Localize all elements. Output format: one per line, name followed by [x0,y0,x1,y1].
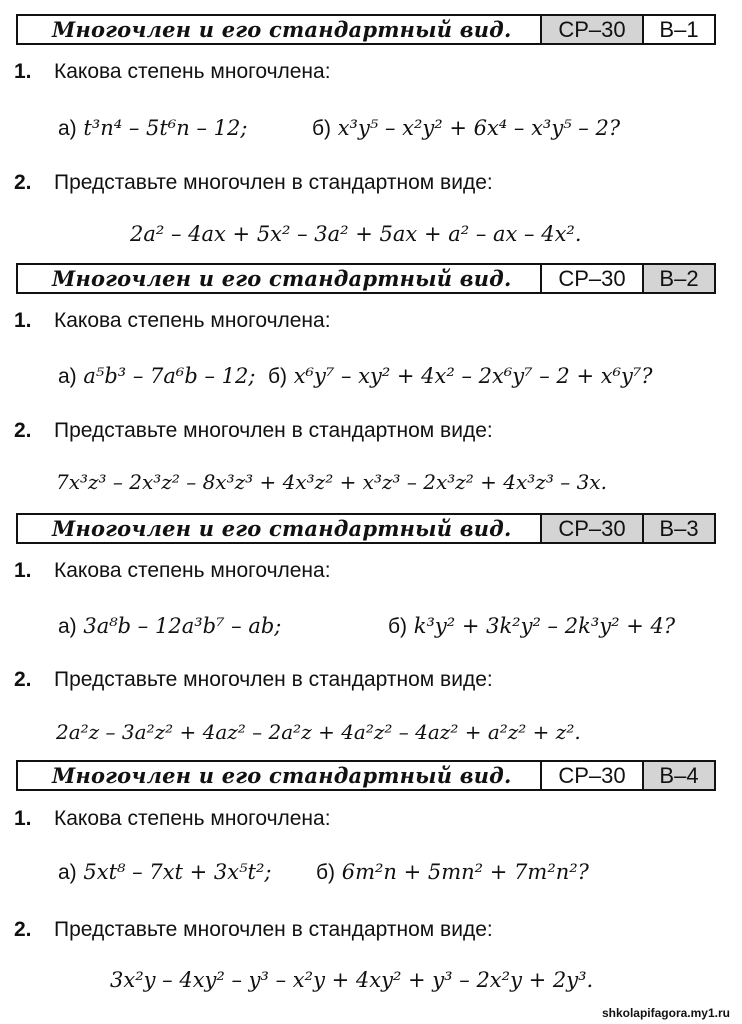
variant-header [16,14,716,45]
task-b [268,364,653,389]
question-2 [14,668,493,692]
question-number: 2. [14,918,32,941]
question-text: Представьте многочлен в стандартном виде: [54,668,493,691]
variant-header [16,263,716,294]
task-a [58,364,255,389]
section-title: Многочлен и его стандартный вид. [18,762,542,789]
question-text: Какова степень многочлена: [54,807,331,830]
polynomial-a: a⁵b³ – 7a⁶b – 12; [83,364,256,388]
task-a [58,614,281,639]
question-number: 1. [14,559,32,582]
polynomial-b: x⁶y⁷ – xy² + 4x² – 2x⁶y⁷ – 2 + x⁶y⁷? [293,364,653,388]
work-code: СР–30 [542,515,644,542]
polynomial-a: t³n⁴ – 5t⁶n – 12; [83,116,248,140]
question-number: 2. [14,668,32,691]
option-label: а) [58,615,77,638]
work-code: СР–30 [542,265,644,292]
variant-label: В–3 [644,515,714,542]
polynomial-standard-form: 3x²y – 4xy² – y³ – x²y + 4xy² + y³ – 2x²y + 2y³. [110,968,594,992]
option-label: а) [58,365,77,388]
section-title: Многочлен и его стандартный вид. [18,515,542,542]
variant-header [16,513,716,544]
option-label: б) [312,117,332,140]
question-number: 2. [14,171,32,194]
option-label: б) [268,365,288,388]
question-number: 1. [14,807,32,830]
question-2 [14,918,493,942]
option-label: а) [58,117,77,140]
variant-header [16,760,716,791]
question-2 [14,171,493,195]
task-a [58,860,271,885]
polynomial-b: 6m²n + 5mn² + 7m²n²? [341,860,589,884]
polynomial-b: x³y⁵ – x²y² + 6x⁴ – x³y⁵ – 2? [337,116,621,140]
polynomial-standard-form: 7x³z³ – 2x³z² – 8x³z³ + 4x³z² + x³z³ – 2x³z² + 4x³z³ – 3x. [56,470,607,494]
variant-label: В–1 [659,17,699,42]
question-text: Представьте многочлен в стандартном виде: [54,918,493,941]
option-label: а) [58,861,77,884]
polynomial-b: k³y² + 3k²y² – 2k³y² + 4? [413,614,676,638]
option-label: б) [388,615,408,638]
question-text: Представьте многочлен в стандартном виде: [54,419,493,442]
task-a [58,116,247,141]
work-code: СР–30 [542,16,644,43]
site-watermark: shkolapifagora.my1.ru [601,1006,730,1020]
variant-label: В–4 [644,762,714,789]
task-b [312,116,620,141]
task-b [388,614,675,639]
question-number: 1. [14,60,32,83]
question-text: Какова степень многочлена: [54,309,331,332]
polynomial-a: 3a⁸b – 12a³b⁷ – ab; [83,614,282,638]
question-2 [14,419,493,443]
question-text: Представьте многочлен в стандартном виде: [54,171,493,194]
variant-label: В–2 [644,265,714,292]
question-1 [14,807,331,831]
question-text: Какова степень многочлена: [54,60,331,83]
task-b [316,860,589,885]
question-1 [14,559,331,583]
question-number: 1. [14,309,32,332]
question-1 [14,309,331,333]
question-number: 2. [14,419,32,442]
work-code: СР–30 [542,762,644,789]
section-title: Многочлен и его стандартный вид. [18,265,542,292]
question-text: Какова степень многочлена: [54,559,331,582]
option-label: б) [316,861,336,884]
polynomial-standard-form: 2a²z – 3a²z² + 4az² – 2a²z + 4a²z² – 4az² + a²z² + z². [56,720,581,744]
polynomial-standard-form: 2a² – 4ax + 5x² – 3a² + 5ax + a² – ax – 4x². [130,222,582,246]
question-1 [14,60,331,84]
section-title: Многочлен и его стандартный вид. [18,16,542,43]
polynomial-a: 5xt⁸ – 7xt + 3x⁵t²; [83,860,272,884]
